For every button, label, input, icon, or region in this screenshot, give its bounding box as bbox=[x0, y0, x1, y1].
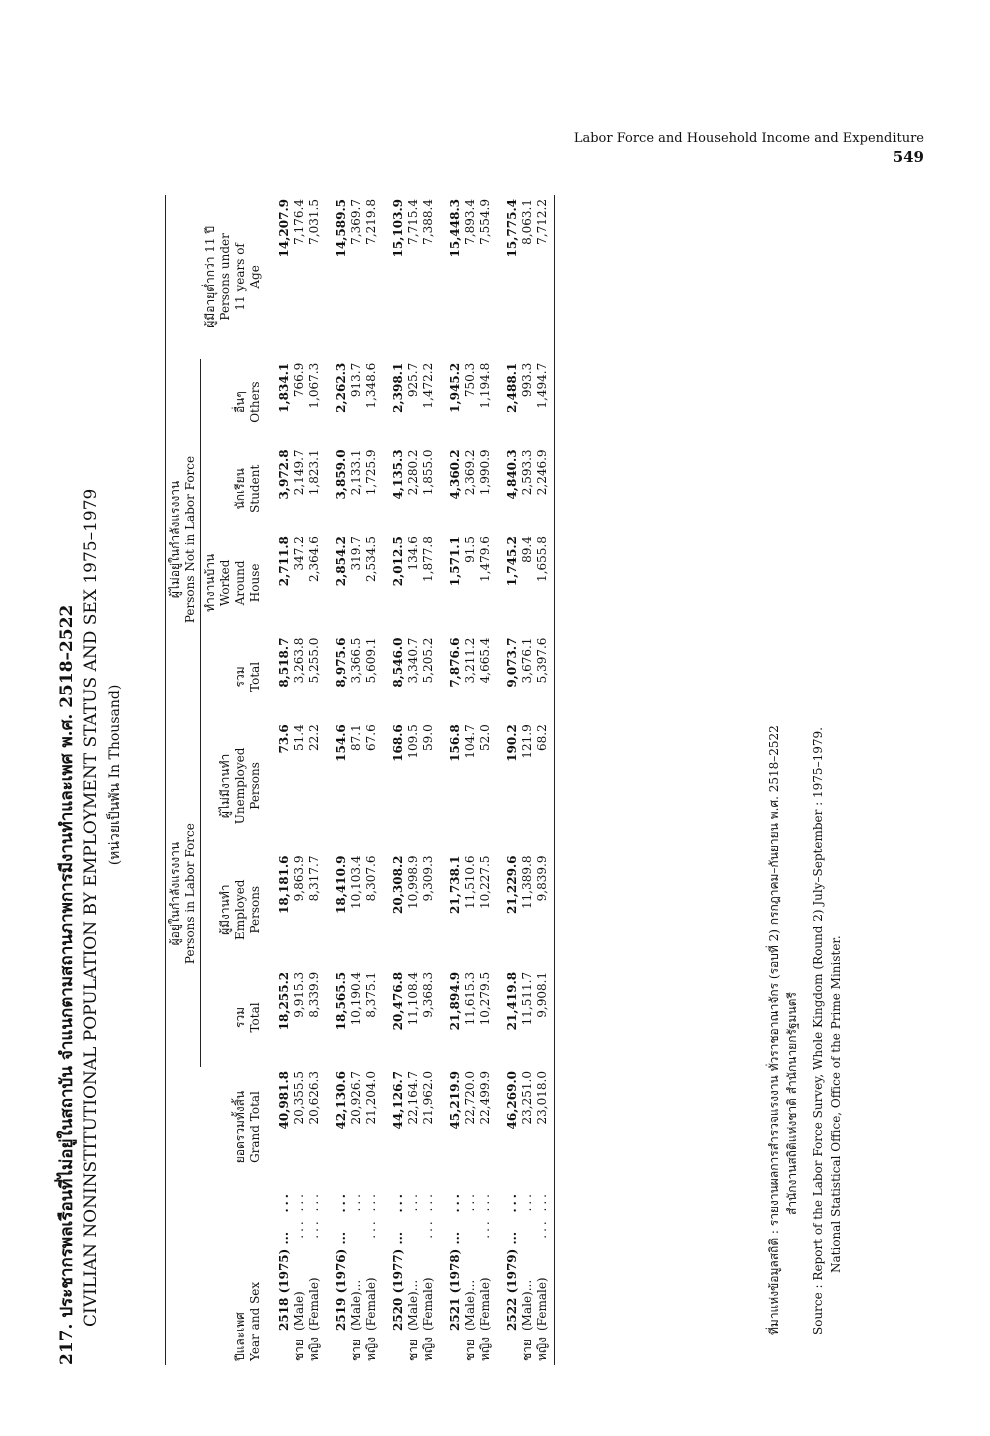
col-not-in-labor-force-en: Persons Not in Labor Force bbox=[183, 455, 197, 624]
cell: 2,133.1 bbox=[349, 449, 363, 496]
cell: 46,269.0 bbox=[505, 1071, 519, 1130]
rotated-table-page bbox=[55, 165, 935, 1395]
col-lf-total-th: รวม bbox=[233, 1006, 247, 1029]
cell: 2,012.5 bbox=[391, 536, 405, 587]
cell: 42,130.6 bbox=[334, 1071, 348, 1130]
table-row bbox=[277, 195, 292, 1365]
col-lf-total-en: Total bbox=[248, 1002, 262, 1033]
table-unit: (หน่วยเป็นพัน In Thousand) bbox=[107, 684, 123, 866]
cell: 3,972.8 bbox=[277, 449, 291, 500]
cell: 3,859.0 bbox=[334, 449, 348, 500]
cell: 89.4 bbox=[520, 536, 534, 563]
col-in-labor-force-en: Persons in Labor Force bbox=[183, 823, 197, 965]
source-english-1: Source : Report of the Labor Force Survey, Whole Kingdom (Round 2) July–September : 1975–1979. bbox=[811, 727, 825, 1335]
cell: 45,219.9 bbox=[448, 1071, 462, 1130]
cell: 18,565.5 bbox=[334, 971, 348, 1031]
col-others-th: อื่นๆ bbox=[233, 391, 247, 414]
cell: 3,263.8 bbox=[292, 637, 306, 684]
cell: 1,067.3 bbox=[307, 362, 321, 409]
cell: 52.0 bbox=[478, 724, 492, 751]
col-year-sex-en: Year and Sex bbox=[248, 1281, 262, 1361]
employment-status-table bbox=[165, 195, 555, 1365]
row-label: หญิง(Female) ... ... bbox=[478, 1191, 492, 1361]
cell: 993.3 bbox=[520, 362, 534, 398]
cell: 9,915.3 bbox=[292, 971, 306, 1018]
cell: 7,554.9 bbox=[478, 199, 492, 245]
table-row bbox=[448, 195, 463, 1365]
cell: 15,775.4 bbox=[505, 199, 519, 258]
cell: 319.7 bbox=[349, 536, 363, 571]
cell: 3,340.7 bbox=[406, 637, 420, 684]
cell: 2,280.2 bbox=[406, 449, 420, 496]
cell: 3,211.2 bbox=[463, 637, 477, 684]
table-row bbox=[334, 195, 349, 1365]
cell: 8,518.7 bbox=[277, 637, 291, 688]
table-title-english-text: CIVILIAN NONINSTITUTIONAL POPULATION BY EMPLOYMENT STATUS AND SEX 1975–1979 bbox=[81, 488, 101, 1327]
cell: 1,945.2 bbox=[448, 362, 462, 413]
cell: 10,190.4 bbox=[349, 971, 363, 1026]
cell: 21,229.6 bbox=[505, 855, 519, 914]
col-under-11-th: ผู้มีอายุต่ำกว่า 11 ปี bbox=[203, 226, 217, 328]
cell: 7,388.4 bbox=[421, 199, 435, 245]
cell: 11,510.6 bbox=[463, 855, 477, 909]
cell: 7,712.2 bbox=[535, 199, 549, 245]
cell: 9,073.7 bbox=[505, 637, 519, 688]
cell: 2,262.3 bbox=[334, 362, 348, 413]
col-others bbox=[201, 359, 266, 446]
cell: 22,720.0 bbox=[463, 1071, 477, 1125]
page-number: 549 bbox=[892, 148, 924, 166]
col-student-th: นักเรียน bbox=[233, 468, 247, 510]
cell: 7,219.8 bbox=[364, 199, 378, 245]
cell: 9,863.9 bbox=[292, 855, 306, 902]
cell: 1,479.6 bbox=[478, 536, 492, 582]
col-not-in-labor-force bbox=[166, 359, 201, 721]
cell: 87.1 bbox=[349, 724, 363, 751]
cell: 4,360.2 bbox=[448, 449, 462, 500]
cell: 8,339.9 bbox=[307, 971, 321, 1018]
source-thai-1: ที่มาแห่งข้อมูลสถิติ : รายงานผลการสำรวจแรงงาน ทั่วราชอาณาจักร (รอบที่ 2) กรกฎาคม–กันยายน พ.ศ. 2518–2522 bbox=[767, 725, 781, 1335]
cell: 5,609.1 bbox=[364, 637, 378, 684]
cell: 2,246.9 bbox=[535, 449, 549, 496]
row-label: 2522 (1979) ... ... bbox=[505, 1191, 519, 1331]
col-year-sex bbox=[166, 1187, 266, 1365]
cell: 7,031.5 bbox=[307, 199, 321, 245]
cell: 10,227.5 bbox=[478, 855, 492, 909]
cell: 750.3 bbox=[463, 362, 477, 398]
cell: 2,398.1 bbox=[391, 362, 405, 413]
cell: 109.5 bbox=[406, 724, 420, 759]
row-label: ชาย(Male) ... ... bbox=[292, 1191, 306, 1361]
col-unemployed-th: ผู้ไม่มีงานทำ bbox=[218, 753, 232, 819]
cell: 8,975.6 bbox=[334, 637, 348, 688]
cell: 67.6 bbox=[364, 724, 378, 751]
col-employed-en: Employed Persons bbox=[233, 879, 262, 940]
cell: 7,876.6 bbox=[448, 637, 462, 688]
cell: 1,725.9 bbox=[364, 449, 378, 496]
row-label: หญิง(Female) ... ... bbox=[535, 1191, 549, 1361]
col-student bbox=[201, 445, 266, 532]
cell: 4,135.3 bbox=[391, 449, 405, 500]
cell: 7,369.7 bbox=[349, 199, 363, 245]
source-thai-2: สำนักงานสถิติแห่งชาติ สำนักนายกรัฐมนตรี bbox=[785, 992, 799, 1215]
cell: 14,207.9 bbox=[277, 199, 291, 258]
cell: 5,205.2 bbox=[421, 637, 435, 684]
cell: 15,103.9 bbox=[391, 199, 405, 258]
cell: 59.0 bbox=[421, 724, 435, 751]
cell: 68.2 bbox=[535, 724, 549, 751]
cell: 2,364.6 bbox=[307, 536, 321, 582]
cell: 10,279.5 bbox=[478, 971, 492, 1026]
cell: 925.7 bbox=[406, 362, 420, 398]
table-row bbox=[292, 195, 307, 1365]
col-unemployed bbox=[201, 720, 266, 851]
row-label: ชาย(Male)... ... bbox=[463, 1191, 477, 1361]
table-row bbox=[478, 195, 493, 1365]
table-row bbox=[535, 195, 550, 1365]
col-others-en: Others bbox=[248, 381, 262, 423]
row-label: 2521 (1978) ... ... bbox=[448, 1191, 462, 1331]
table-row bbox=[391, 195, 406, 1365]
table-title-block bbox=[55, 185, 127, 1365]
col-under-11 bbox=[166, 195, 266, 359]
cell: 1,855.0 bbox=[421, 449, 435, 496]
source-notes bbox=[765, 215, 845, 1335]
cell: 1,348.6 bbox=[364, 362, 378, 409]
cell: 21,419.8 bbox=[505, 971, 519, 1031]
row-label: ชาย(Male)... ... bbox=[406, 1191, 420, 1361]
cell: 20,476.8 bbox=[391, 971, 405, 1031]
cell: 21,894.9 bbox=[448, 971, 462, 1031]
cell: 8,317.7 bbox=[307, 855, 321, 902]
table-row bbox=[520, 195, 535, 1365]
cell: 1,655.8 bbox=[535, 536, 549, 582]
cell: 20,626.3 bbox=[307, 1071, 321, 1125]
col-employed bbox=[201, 852, 266, 968]
cell: 23,018.0 bbox=[535, 1071, 549, 1125]
cell: 2,593.3 bbox=[520, 449, 534, 496]
cell: 3,676.1 bbox=[520, 637, 534, 684]
cell: 1,494.7 bbox=[535, 362, 549, 409]
cell: 156.8 bbox=[448, 724, 462, 762]
col-nlf-total bbox=[201, 634, 266, 721]
table-row bbox=[505, 195, 520, 1365]
cell: 2,534.5 bbox=[364, 536, 378, 582]
cell: 91.5 bbox=[463, 536, 477, 563]
table-title-thai-text: ประชากรพลเรือนที่ไม่อยู่ในสถาบัน จำแนกตามสถานภาพการมีงานทำและเพศ พ.ศ. 2518–2522 bbox=[57, 604, 77, 1318]
cell: 22.2 bbox=[307, 724, 321, 751]
cell: 2,854.2 bbox=[334, 536, 348, 587]
table-number: 217. bbox=[57, 1323, 77, 1365]
col-worked-around-house-th: ทำงานบ้าน bbox=[203, 553, 217, 612]
cell: 190.2 bbox=[505, 724, 519, 762]
cell: 347.2 bbox=[292, 536, 306, 571]
col-in-labor-force bbox=[166, 720, 201, 1067]
cell: 8,063.1 bbox=[520, 199, 534, 245]
cell: 18,181.6 bbox=[277, 855, 291, 914]
cell: 1,834.1 bbox=[277, 362, 291, 413]
cell: 21,962.0 bbox=[421, 1071, 435, 1125]
running-head-title: Labor Force and Household Income and Expenditure bbox=[573, 131, 924, 146]
table-row bbox=[364, 195, 379, 1365]
cell: 4,840.3 bbox=[505, 449, 519, 500]
cell: 104.7 bbox=[463, 724, 477, 759]
table-title-thai bbox=[55, 185, 79, 1365]
cell: 2,488.1 bbox=[505, 362, 519, 413]
cell: 1,990.9 bbox=[478, 449, 492, 496]
table-row bbox=[463, 195, 478, 1365]
table-title-english bbox=[79, 185, 103, 1365]
cell: 1,472.2 bbox=[421, 362, 435, 409]
cell: 1,877.8 bbox=[421, 536, 435, 582]
cell: 5,255.0 bbox=[307, 637, 321, 684]
cell: 15,448.3 bbox=[448, 199, 462, 258]
table-row bbox=[406, 195, 421, 1365]
cell: 9,368.3 bbox=[421, 971, 435, 1018]
cell: 22,499.9 bbox=[478, 1071, 492, 1125]
col-employed-th: ผู้มีงานทำ bbox=[218, 884, 232, 935]
row-label: 2518 (1975) ... ... bbox=[277, 1191, 291, 1331]
col-under-11-en: Persons under 11 years of Age bbox=[218, 233, 262, 321]
col-year-sex-th: ปีและเพศ bbox=[233, 1312, 247, 1361]
cell: 73.6 bbox=[277, 724, 291, 754]
col-lf-total bbox=[201, 968, 266, 1067]
cell: 9,309.3 bbox=[421, 855, 435, 902]
cell: 1,745.2 bbox=[505, 536, 519, 587]
col-grand-total-th: ยอดรวมทั้งสิ้น bbox=[233, 1090, 247, 1164]
cell: 7,176.4 bbox=[292, 199, 306, 245]
col-worked-around-house-en: Worked Around House bbox=[218, 559, 262, 607]
col-student-en: Student bbox=[248, 464, 262, 513]
cell: 21,204.0 bbox=[364, 1071, 378, 1125]
cell: 9,839.9 bbox=[535, 855, 549, 902]
cell: 7,893.4 bbox=[463, 199, 477, 245]
col-not-in-labor-force-th: ผู้ไม่อยู่ในกำลังแรงงาน bbox=[168, 480, 182, 599]
cell: 22,164.7 bbox=[406, 1071, 420, 1125]
cell: 8,307.6 bbox=[364, 855, 378, 902]
cell: 8,375.1 bbox=[364, 971, 378, 1018]
cell: 5,397.6 bbox=[535, 637, 549, 684]
cell: 18,410.9 bbox=[334, 855, 348, 914]
table-row bbox=[421, 195, 436, 1365]
cell: 3,366.5 bbox=[349, 637, 363, 684]
cell: 7,715.4 bbox=[406, 199, 420, 245]
cell: 2,711.8 bbox=[277, 536, 291, 587]
cell: 11,511.7 bbox=[520, 971, 534, 1026]
cell: 168.6 bbox=[391, 724, 405, 762]
row-label: 2519 (1976) ... ... bbox=[334, 1191, 348, 1331]
cell: 1,194.8 bbox=[478, 362, 492, 409]
cell: 4,665.4 bbox=[478, 637, 492, 684]
cell: 1,823.1 bbox=[307, 449, 321, 496]
cell: 21,738.1 bbox=[448, 855, 462, 914]
cell: 51.4 bbox=[292, 724, 306, 751]
cell: 11,615.3 bbox=[463, 971, 477, 1026]
cell: 20,308.2 bbox=[391, 855, 405, 914]
table-body bbox=[265, 195, 555, 1365]
col-in-labor-force-th: ผู้อยู่ในกำลังแรงงาน bbox=[168, 841, 182, 946]
table-row bbox=[307, 195, 322, 1365]
cell: 18,255.2 bbox=[277, 971, 291, 1031]
col-grand-total-en: Grand Total bbox=[248, 1091, 262, 1163]
row-label: หญิง(Female) ... ... bbox=[421, 1191, 435, 1361]
cell: 154.6 bbox=[334, 724, 348, 762]
cell: 1,571.1 bbox=[448, 536, 462, 587]
source-english-2: National Statistical Office, Office of the Prime Minister. bbox=[829, 935, 843, 1273]
cell: 14,589.5 bbox=[334, 199, 348, 258]
row-label: 2520 (1977) ... ... bbox=[391, 1191, 405, 1331]
cell: 2,369.2 bbox=[463, 449, 477, 496]
cell: 11,389.8 bbox=[520, 855, 534, 909]
cell: 134.6 bbox=[406, 536, 420, 571]
cell: 20,355.5 bbox=[292, 1071, 306, 1125]
cell: 913.7 bbox=[349, 362, 363, 398]
cell: 20,926.7 bbox=[349, 1071, 363, 1125]
cell: 8,546.0 bbox=[391, 637, 405, 688]
cell: 10,998.9 bbox=[406, 855, 420, 909]
col-nlf-total-th: รวม bbox=[233, 666, 247, 688]
running-head bbox=[574, 130, 924, 166]
col-worked-around-house bbox=[201, 532, 266, 633]
cell: 121.9 bbox=[520, 724, 534, 759]
row-label: ชาย(Male)... ... bbox=[520, 1191, 534, 1361]
cell: 10,103.4 bbox=[349, 855, 363, 909]
cell: 44,126.7 bbox=[391, 1071, 405, 1130]
col-nlf-total-en: Total bbox=[248, 661, 262, 692]
row-label: ชาย(Male)... ... bbox=[349, 1191, 363, 1361]
col-unemployed-en: Unemployed Persons bbox=[233, 747, 262, 825]
cell: 9,908.1 bbox=[535, 971, 549, 1018]
cell: 11,108.4 bbox=[406, 971, 420, 1026]
row-label: หญิง(Female) ... ... bbox=[364, 1191, 378, 1361]
cell: 23,251.0 bbox=[520, 1071, 534, 1125]
row-label: หญิง(Female) ... ... bbox=[307, 1191, 321, 1361]
cell: 766.9 bbox=[292, 362, 306, 398]
col-grand-total bbox=[166, 1067, 266, 1187]
table-row bbox=[349, 195, 364, 1365]
cell: 40,981.8 bbox=[277, 1071, 291, 1130]
cell: 2,149.7 bbox=[292, 449, 306, 496]
